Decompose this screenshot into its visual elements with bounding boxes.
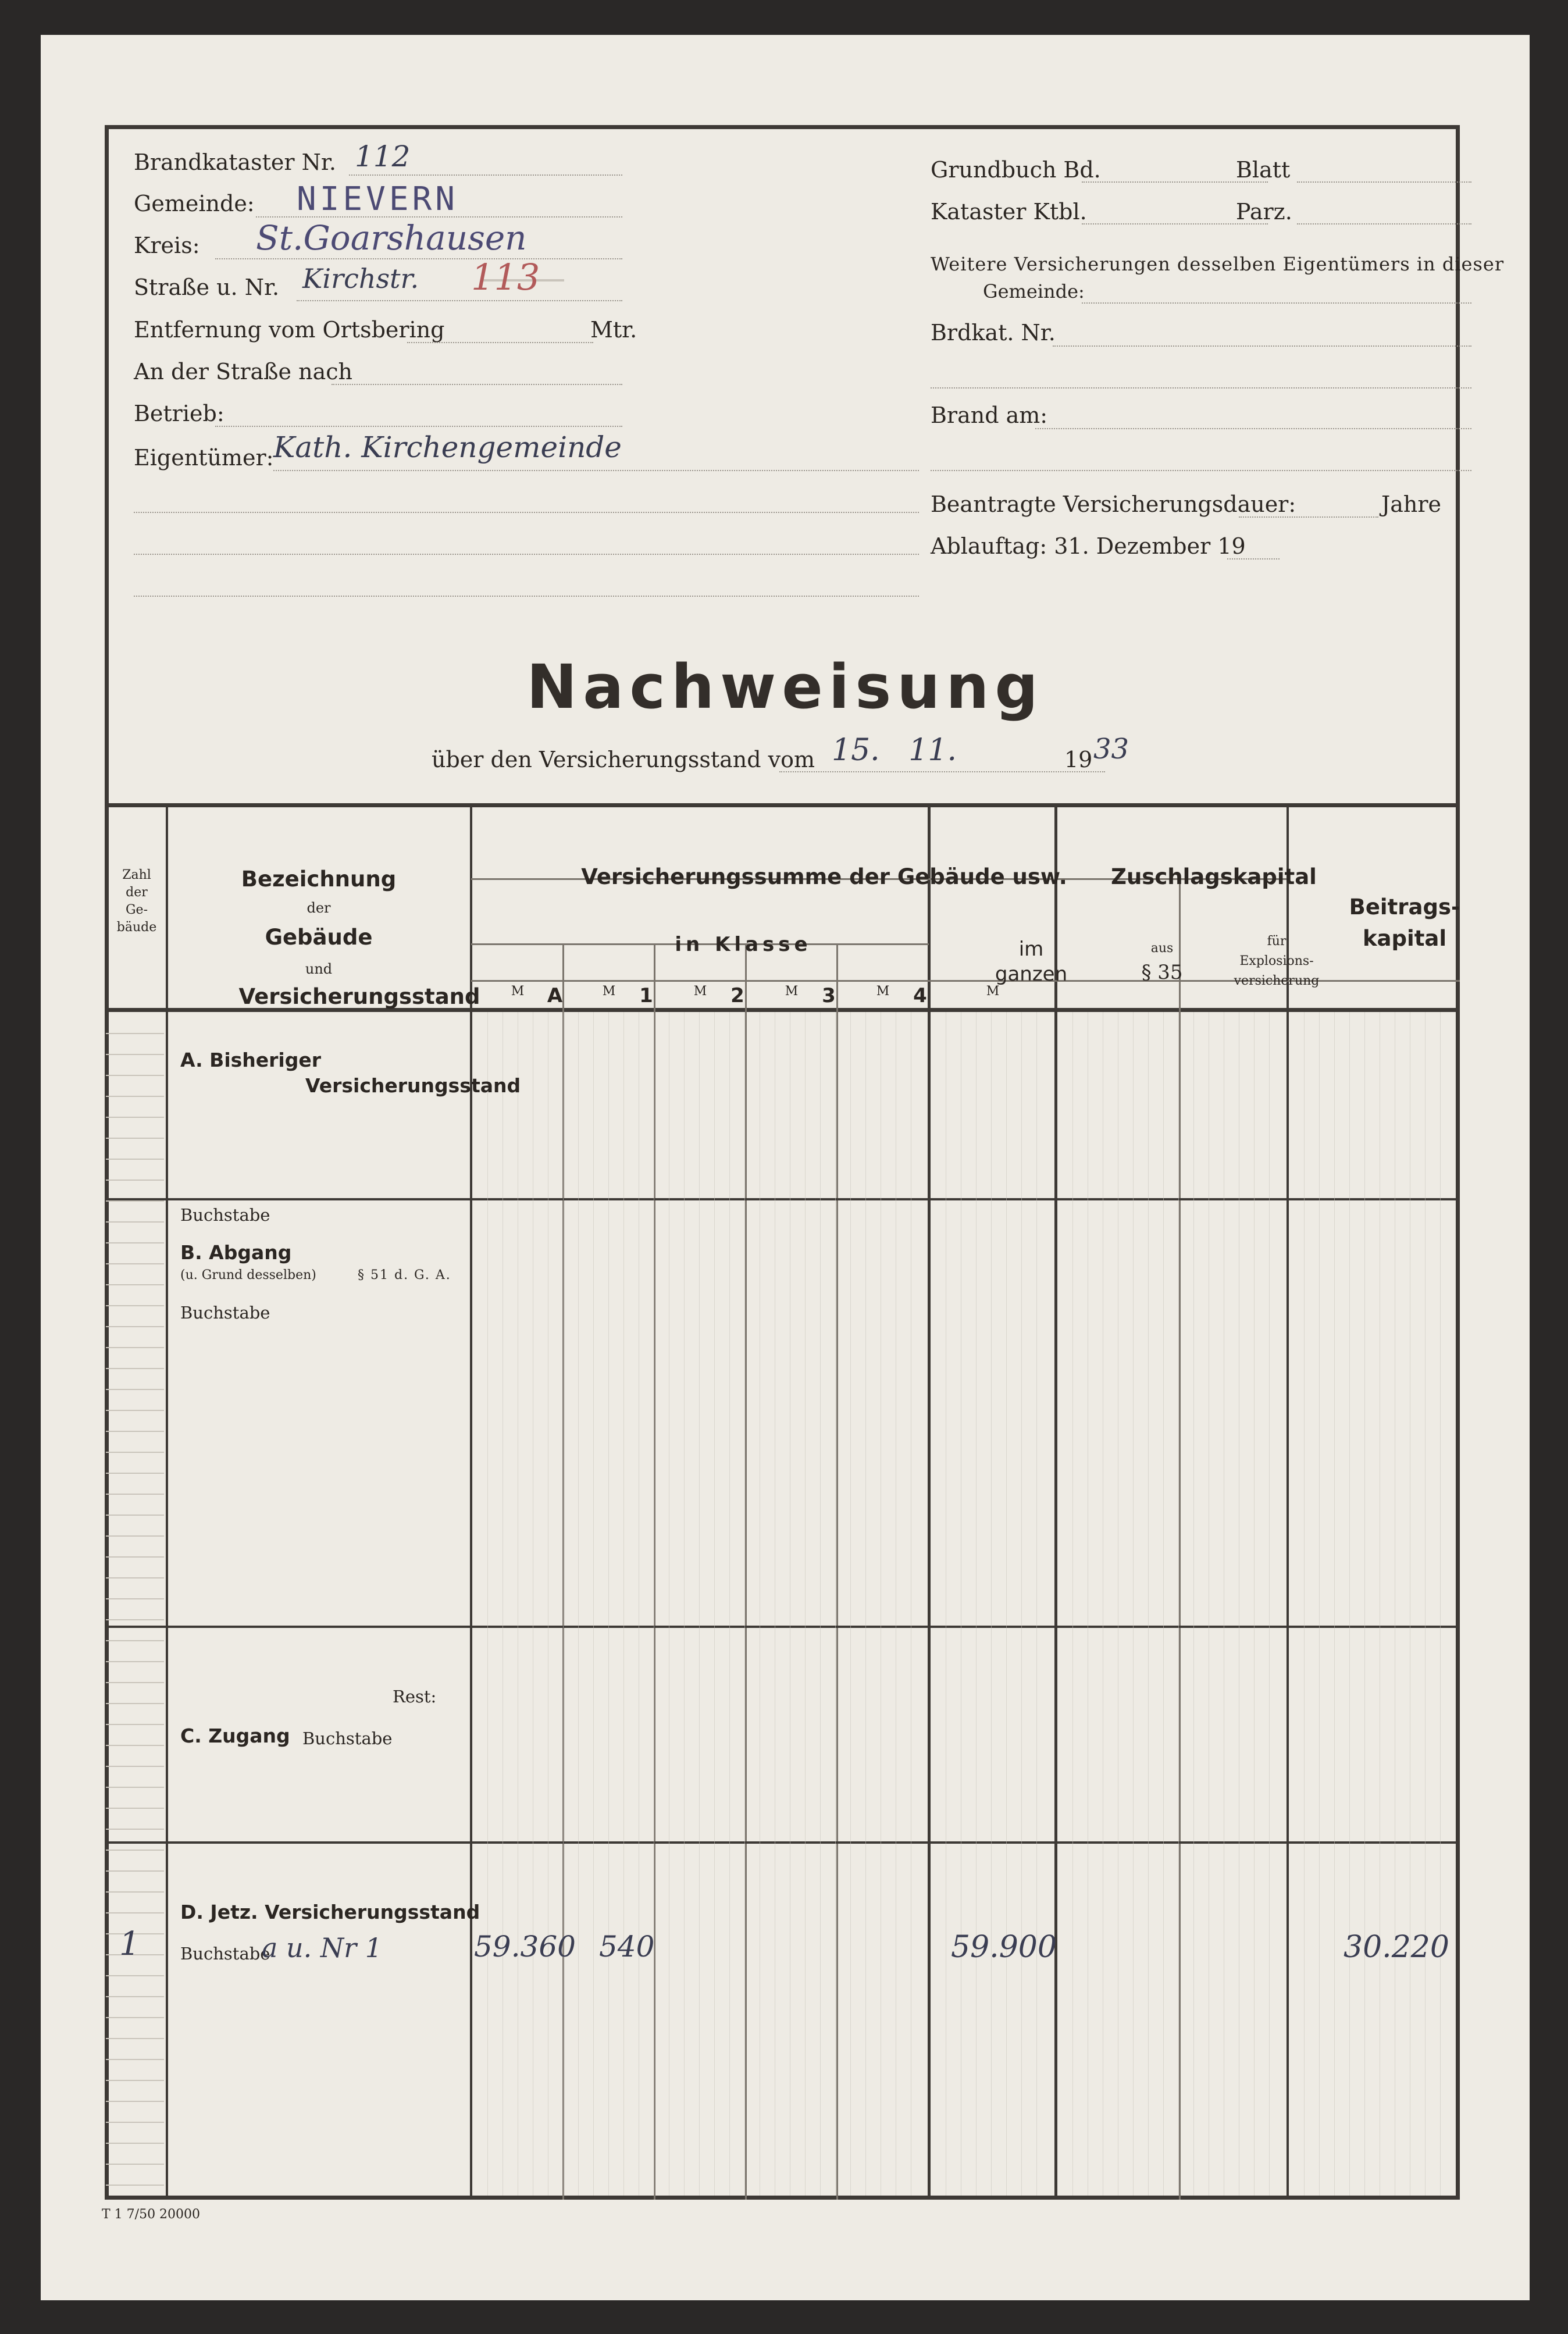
ruling-line bbox=[106, 1850, 164, 1851]
col-summe-header: Versicherungssumme der Gebäude usw. bbox=[581, 864, 1067, 889]
dauer-label: Beantragte Versicherungsdauer: bbox=[931, 491, 1296, 517]
brand-am-line-2 bbox=[931, 470, 1471, 471]
subtitle-date-line bbox=[779, 771, 1105, 772]
ruling-line bbox=[106, 2164, 164, 2165]
ruling-line bbox=[106, 1075, 164, 1076]
col-zahl-line: bäude bbox=[116, 920, 157, 935]
ruling-column bbox=[1440, 1012, 1441, 2196]
gemeinde-label: Gemeinde: bbox=[134, 191, 255, 216]
col-sep-3 bbox=[836, 943, 838, 2200]
col-sep-bez bbox=[470, 803, 472, 2200]
ruling-column bbox=[1021, 1012, 1022, 2196]
ruling-column bbox=[1163, 1012, 1164, 2196]
ruling-line bbox=[106, 1556, 164, 1558]
dauer-unit: Jahre bbox=[1381, 491, 1442, 517]
ruling-line bbox=[106, 1766, 164, 1767]
ruling-line bbox=[106, 1703, 164, 1704]
ruling-line bbox=[106, 1221, 164, 1223]
an-der-strasse-line bbox=[332, 384, 622, 385]
ruling-line bbox=[106, 1640, 164, 1641]
col-fuer-1: für bbox=[1267, 934, 1287, 949]
section-rule-a bbox=[105, 1198, 1460, 1200]
ruling-column bbox=[1425, 1012, 1426, 2196]
section-b-buchstabe: Buchstabe bbox=[180, 1303, 270, 1323]
unit-a: M bbox=[511, 984, 525, 999]
section-d-buchstabe: Buchstabe bbox=[180, 1944, 270, 1964]
col-sep-zuschlag bbox=[1287, 803, 1289, 2200]
klasse-2-header: 2 bbox=[730, 984, 744, 1007]
ruling-line bbox=[106, 1096, 164, 1097]
ruling-line bbox=[106, 1829, 164, 1830]
kreis-stamp: St.Goarshausen bbox=[256, 218, 527, 258]
col-sep-2 bbox=[745, 943, 747, 2200]
unit-2: M bbox=[693, 984, 707, 999]
klasse-1-header: 1 bbox=[639, 984, 653, 1007]
gemeinde-stamp: NIEVERN bbox=[297, 180, 459, 218]
ruling-line bbox=[106, 1515, 164, 1516]
betrieb-line bbox=[215, 426, 622, 427]
brandkataster-value: 112 bbox=[355, 140, 411, 173]
ruling-line bbox=[106, 1033, 164, 1034]
ruling-line bbox=[106, 1494, 164, 1495]
ruling-line bbox=[106, 2143, 164, 2144]
section-b-grund: (u. Grund desselben) bbox=[180, 1268, 316, 1282]
blank-line-2 bbox=[134, 554, 919, 555]
section-a-buchstabe: Buchstabe bbox=[180, 1205, 270, 1225]
ruling-column bbox=[1254, 1012, 1255, 2196]
dauer-line bbox=[1239, 516, 1378, 518]
ruling-line bbox=[106, 1682, 164, 1683]
ruling-column bbox=[1304, 1012, 1305, 2196]
col-fuer-3: versicherung bbox=[1234, 974, 1320, 988]
col-zahl-line: der bbox=[126, 885, 148, 900]
ruling-column bbox=[1334, 1012, 1335, 2196]
col-sep-zahl bbox=[166, 803, 168, 2200]
kataster-label: Kataster Ktbl. bbox=[931, 199, 1087, 225]
ruling-column bbox=[835, 1012, 836, 2196]
betrieb-label: Betrieb: bbox=[134, 401, 224, 426]
ablauftag-line bbox=[1227, 558, 1280, 560]
unit-3: M bbox=[785, 984, 799, 999]
row-d-klasse-1: 540 bbox=[599, 1930, 655, 1964]
klasse-3-header: 3 bbox=[822, 984, 836, 1007]
ruling-column bbox=[1148, 1012, 1149, 2196]
ruling-line bbox=[106, 1535, 164, 1537]
ruling-column bbox=[578, 1012, 579, 2196]
ruling-line bbox=[106, 1180, 164, 1181]
grundbuch-label: Grundbuch Bd. bbox=[931, 157, 1101, 183]
klasse-a-header: A bbox=[547, 984, 563, 1007]
subtitle-date: 15. 11. bbox=[832, 733, 957, 768]
ruling-column bbox=[608, 1012, 609, 2196]
ruling-line bbox=[106, 1326, 164, 1327]
ruling-line bbox=[106, 1724, 164, 1725]
ruling-line bbox=[106, 1661, 164, 1662]
section-c-title: C. Zugang bbox=[180, 1724, 290, 1747]
strasse-label: Straße u. Nr. bbox=[134, 275, 280, 300]
ruling-column bbox=[1193, 1012, 1194, 2196]
section-b-title: B. Abgang bbox=[180, 1241, 292, 1264]
subtitle-text: über den Versicherungsstand vom bbox=[432, 747, 815, 772]
ruling-column bbox=[714, 1012, 715, 2196]
col-sep-ganzen bbox=[1054, 803, 1057, 2200]
ruling-column bbox=[1072, 1012, 1073, 2196]
ruling-line bbox=[106, 1473, 164, 1474]
section-a-subtitle: Versicherungsstand bbox=[305, 1074, 521, 1097]
strasse-value: Kirchstr. bbox=[302, 263, 419, 294]
ruling-line bbox=[106, 1389, 164, 1390]
ruling-column bbox=[684, 1012, 685, 2196]
ruling-column bbox=[991, 1012, 992, 2196]
ruling-line bbox=[106, 2038, 164, 2039]
ruling-line bbox=[106, 1598, 164, 1599]
col-sep-summe bbox=[928, 803, 931, 2200]
section-rule-b bbox=[105, 1626, 1460, 1628]
col-klasse-header: in Klasse bbox=[675, 933, 812, 956]
section-a-title: A. Bisheriger bbox=[180, 1049, 322, 1071]
col-bez-title: Bezeichnung bbox=[241, 867, 397, 892]
eigentuemer-value: Kath. Kirchengemeinde bbox=[273, 430, 622, 464]
brdkat-line bbox=[1053, 345, 1471, 347]
ruling-column bbox=[729, 1012, 730, 2196]
section-d-title: D. Jetz. Versicherungsstand bbox=[180, 1901, 480, 1923]
ruling-column bbox=[699, 1012, 700, 2196]
parz-line bbox=[1297, 223, 1471, 225]
ruling-column bbox=[1006, 1012, 1007, 2196]
ruling-line bbox=[106, 1410, 164, 1411]
ruling-line bbox=[106, 1787, 164, 1788]
blatt-label: Blatt bbox=[1236, 157, 1291, 183]
ruling-line bbox=[106, 1347, 164, 1348]
brdkat-line-2 bbox=[931, 387, 1471, 389]
weitere-dots bbox=[1082, 302, 1471, 304]
ruling-column bbox=[623, 1012, 624, 2196]
ruling-line bbox=[106, 1368, 164, 1369]
ruling-line bbox=[106, 1912, 164, 1913]
weitere-line-1: Weitere Versicherungen desselben Eigentümers in dieser bbox=[931, 253, 1505, 275]
ruling-line bbox=[106, 1745, 164, 1746]
ruling-line bbox=[106, 1577, 164, 1578]
ruling-line bbox=[106, 2017, 164, 2018]
row-d-zahl: 1 bbox=[119, 1925, 140, 1963]
brand-am-line bbox=[1035, 428, 1471, 429]
subtitle-year-prefix: 19 bbox=[1064, 747, 1093, 772]
ruling-line bbox=[106, 2101, 164, 2102]
eigentuemer-line bbox=[273, 470, 919, 471]
klasse-4-header: 4 bbox=[913, 984, 927, 1007]
blank-line-1 bbox=[134, 512, 919, 513]
weitere-line-2: Gemeinde: bbox=[983, 280, 1085, 302]
col-im-ganzen-1: im bbox=[1018, 938, 1044, 961]
page-title: Nachweisung bbox=[526, 651, 1044, 722]
col-bez-gebaeude: Gebäude bbox=[265, 925, 373, 950]
entfernung-label: Entfernung vom Ortsbering bbox=[134, 317, 445, 343]
ruling-column bbox=[865, 1012, 866, 2196]
ruling-line bbox=[106, 1117, 164, 1118]
ruling-line bbox=[106, 1242, 164, 1243]
ruling-line bbox=[106, 1996, 164, 1997]
ruling-line bbox=[106, 1870, 164, 1872]
col-zahl-header bbox=[117, 867, 156, 936]
ruling-line bbox=[106, 2059, 164, 2060]
ruling-column bbox=[850, 1012, 851, 2196]
ruling-column bbox=[1178, 1012, 1179, 2196]
unit-4: M bbox=[876, 984, 890, 999]
ruling-line bbox=[106, 1054, 164, 1055]
ruling-column bbox=[805, 1012, 806, 2196]
ruling-line bbox=[106, 1975, 164, 1976]
subtitle-year: 33 bbox=[1093, 733, 1129, 765]
ruling-column bbox=[1349, 1012, 1350, 2196]
brandkataster-line bbox=[349, 174, 622, 176]
entfernung-unit: Mtr. bbox=[590, 317, 637, 343]
ruling-line bbox=[106, 1159, 164, 1160]
ruling-column bbox=[744, 1012, 745, 2196]
ruling-column bbox=[976, 1012, 977, 2196]
col-im-ganzen-2: ganzen bbox=[995, 963, 1068, 986]
ruling-line bbox=[106, 1138, 164, 1139]
ruling-column bbox=[487, 1012, 488, 2196]
brandkataster-label: Brandkataster Nr. bbox=[134, 149, 336, 175]
col-zahl-line: Zahl bbox=[122, 868, 151, 882]
col-beitrag-2: kapital bbox=[1362, 926, 1447, 951]
ruling-line bbox=[106, 2122, 164, 2123]
ruling-line bbox=[106, 1431, 164, 1432]
ruling-column bbox=[1036, 1012, 1037, 2196]
col-zahl-line: Ge- bbox=[125, 903, 148, 917]
ruling-line bbox=[106, 1619, 164, 1620]
brdkat-label: Brdkat. Nr. bbox=[931, 320, 1056, 345]
ruling-column bbox=[563, 1012, 564, 2196]
col-zuschlag-header: Zuschlagskapital bbox=[1111, 864, 1317, 889]
row-d-klasse-a: 59.360 bbox=[474, 1930, 576, 1964]
an-der-strasse-label: An der Straße nach bbox=[134, 359, 353, 384]
eigentuemer-label: Eigentümer: bbox=[134, 445, 274, 471]
blank-line-3 bbox=[134, 596, 919, 597]
col-aus-2: § 35 bbox=[1141, 961, 1183, 984]
ruling-line bbox=[106, 2185, 164, 2186]
ruling-column bbox=[1133, 1012, 1134, 2196]
ruling-line bbox=[106, 1452, 164, 1453]
row-d-im-ganzen: 59.900 bbox=[951, 1930, 1057, 1965]
col-aus-1: aus bbox=[1150, 941, 1174, 956]
entfernung-line bbox=[407, 342, 593, 343]
col-bez-der: der bbox=[307, 900, 331, 916]
rest-label: Rest: bbox=[393, 1687, 437, 1706]
col-beitrag-1: Beitrags- bbox=[1349, 895, 1460, 920]
footer-code: T 1 7/50 20000 bbox=[102, 2207, 201, 2222]
strasse-number: 113 bbox=[471, 256, 540, 298]
col-bez-stand: Versicherungsstand bbox=[238, 984, 480, 1009]
row-d-beitragskapital: 30.220 bbox=[1344, 1930, 1449, 1965]
col-fuer-2: Explosions- bbox=[1239, 954, 1314, 968]
section-b-paragraph: § 51 d. G. A. bbox=[358, 1268, 451, 1282]
col-sep-aus bbox=[1179, 878, 1181, 2200]
unit-1: M bbox=[602, 984, 616, 999]
parz-label: Parz. bbox=[1236, 199, 1292, 225]
ruling-line bbox=[106, 1263, 164, 1264]
kreis-line bbox=[215, 258, 622, 259]
ruling-line bbox=[106, 1305, 164, 1306]
ablauftag-label: Ablauftag: 31. Dezember 19 bbox=[931, 533, 1246, 559]
ruling-column bbox=[1319, 1012, 1320, 2196]
section-rule-c bbox=[105, 1841, 1460, 1844]
section-c-buchstabe: Buchstabe bbox=[302, 1729, 393, 1748]
ruling-line bbox=[106, 1284, 164, 1285]
strasse-line bbox=[297, 300, 622, 301]
ruling-line bbox=[106, 1200, 164, 1202]
ruling-column bbox=[820, 1012, 821, 2196]
kreis-label: Kreis: bbox=[134, 233, 200, 258]
ruling-column bbox=[1364, 1012, 1365, 2196]
brand-am-label: Brand am: bbox=[931, 402, 1048, 428]
col-bez-und: und bbox=[305, 961, 333, 977]
ruling-line bbox=[106, 1891, 164, 1893]
ruling-line bbox=[106, 1808, 164, 1809]
ruling-column bbox=[593, 1012, 594, 2196]
ruling-line bbox=[106, 2080, 164, 2081]
table-top-rule bbox=[105, 803, 1460, 807]
blatt-line bbox=[1297, 181, 1471, 183]
document-page bbox=[41, 35, 1530, 2300]
row-d-buchstabe: a u. Nr 1 bbox=[262, 1932, 383, 1964]
ruling-column bbox=[1269, 1012, 1270, 2196]
unit-ganzen: M bbox=[986, 984, 1000, 999]
